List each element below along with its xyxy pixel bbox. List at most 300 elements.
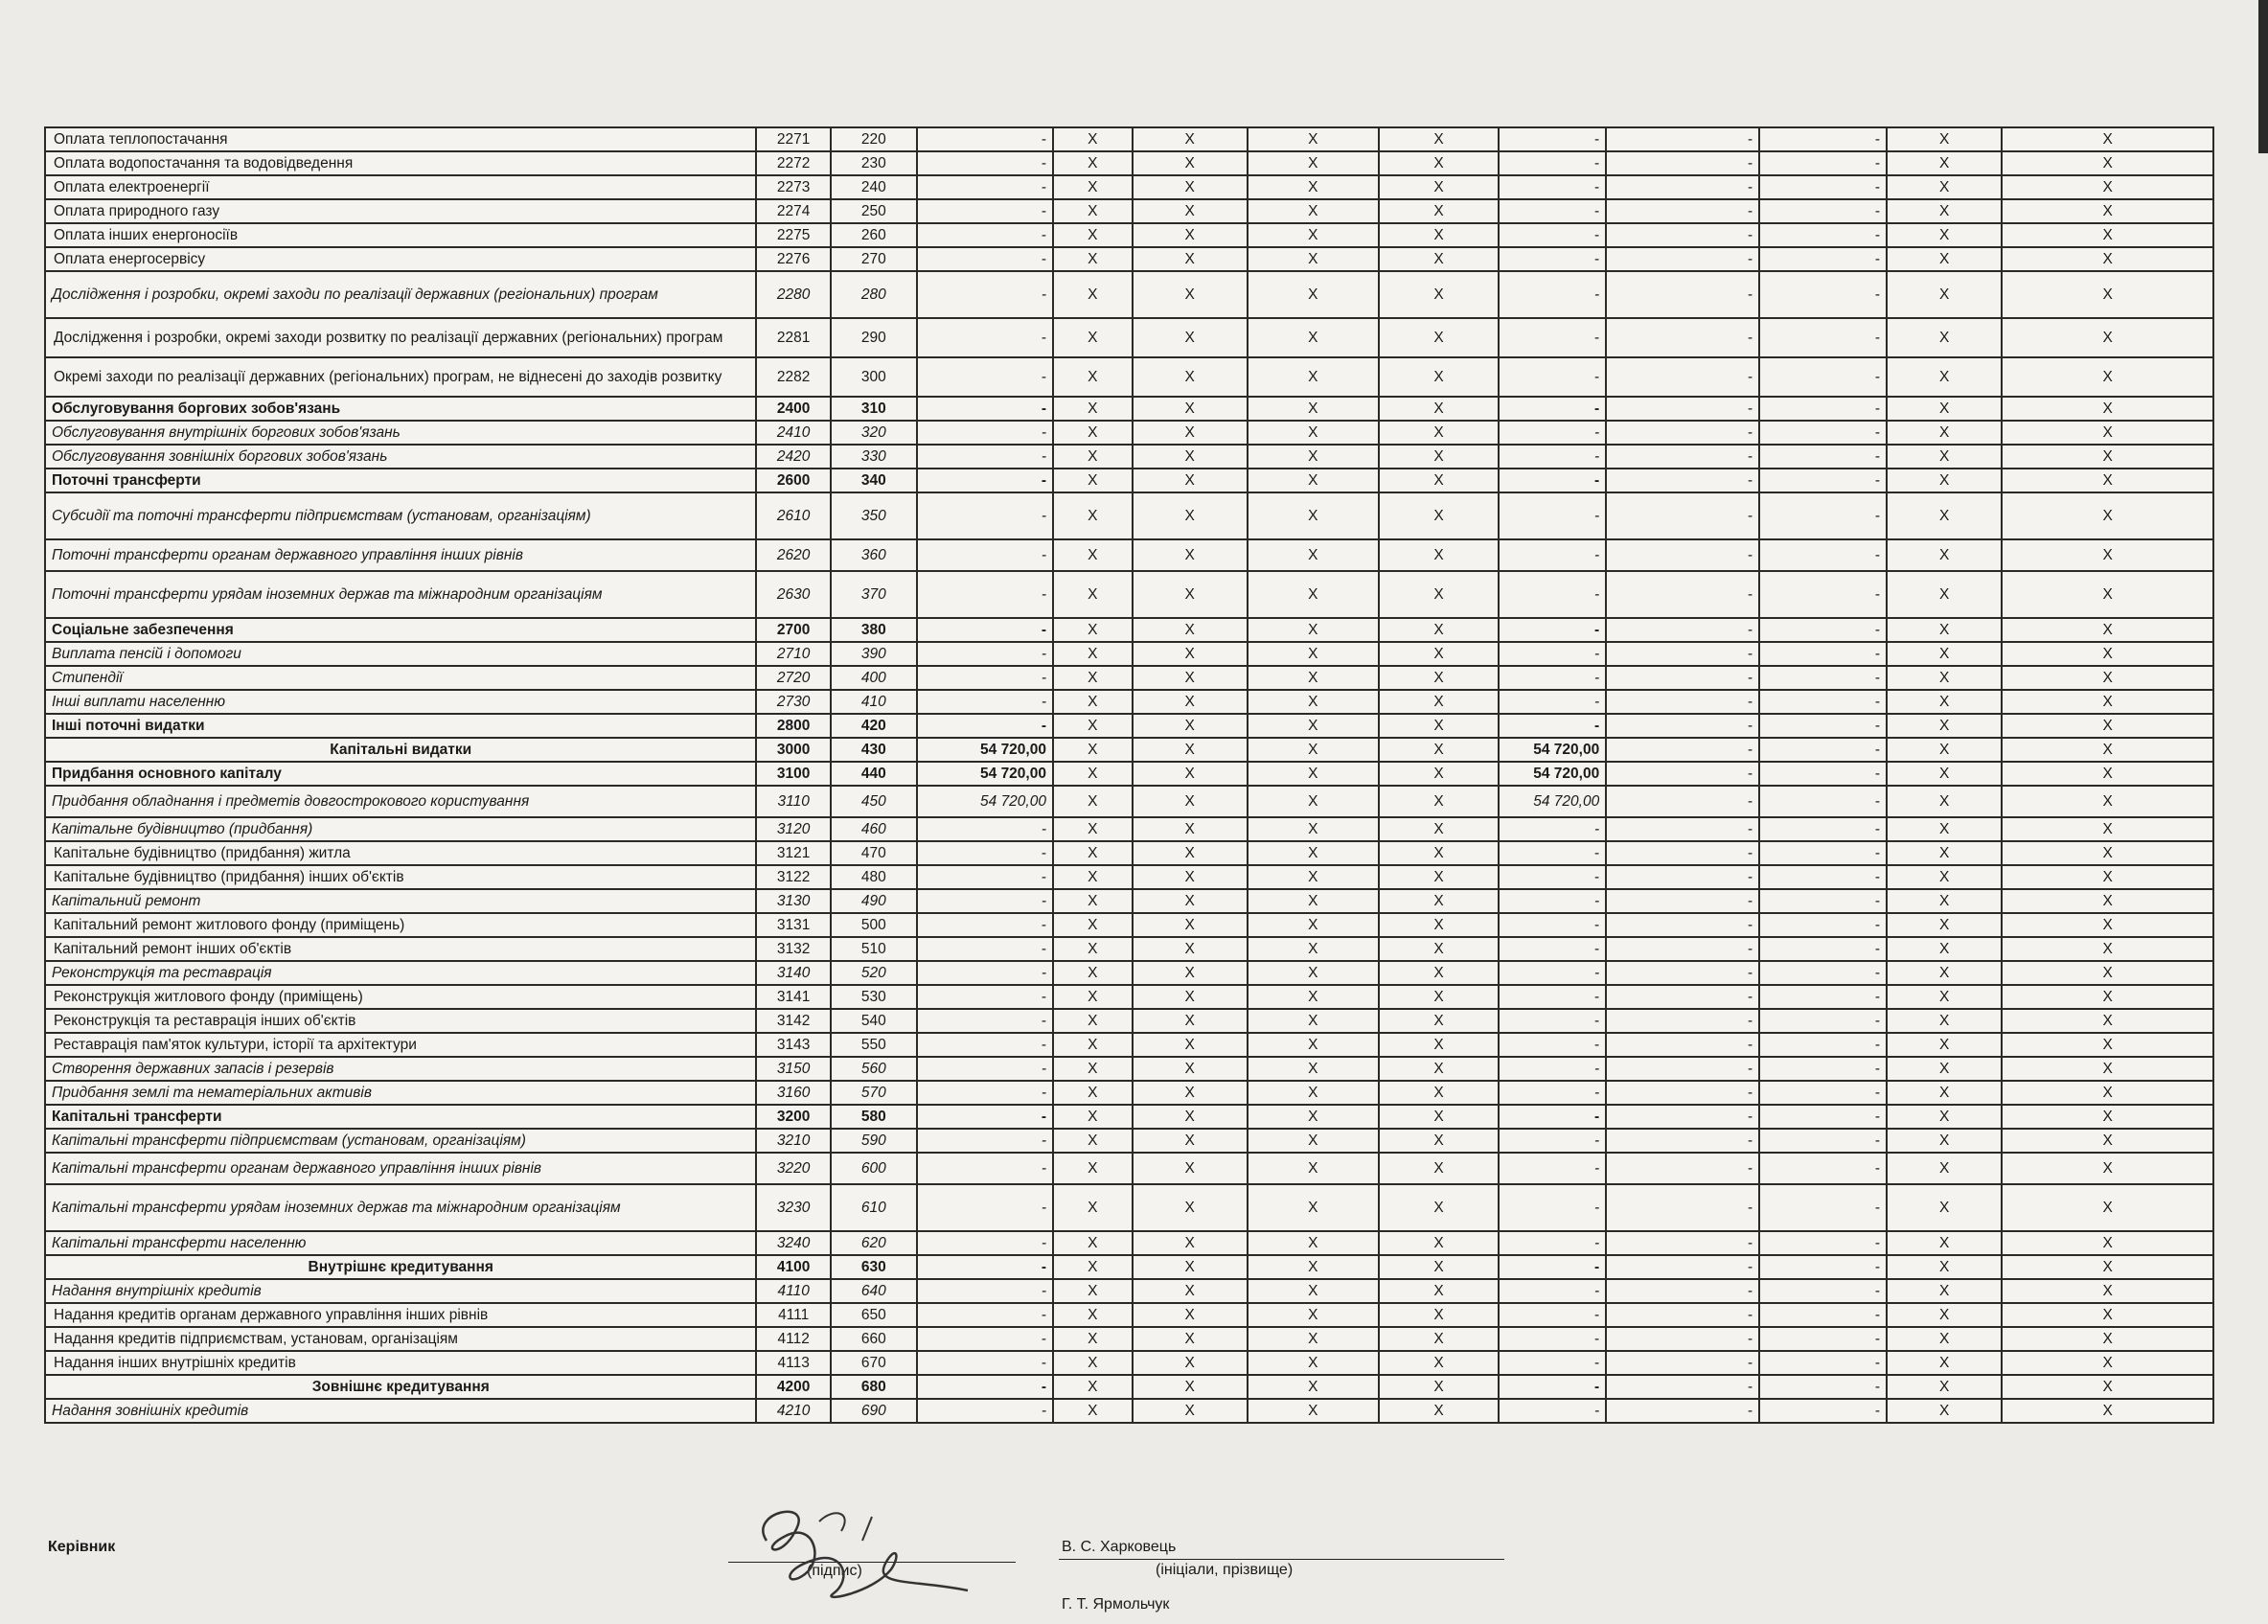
col10-cell: - (1606, 1033, 1759, 1057)
col5-cell: X (1053, 913, 1133, 937)
kekv-code-cell: 2800 (756, 714, 830, 738)
col13-cell: X (2002, 151, 2213, 175)
row-name-cell: Придбання основного капіталу (45, 762, 756, 786)
col9-cell: - (1499, 642, 1606, 666)
table-row (45, 539, 2213, 571)
line-code-cell: 300 (831, 357, 917, 397)
kekv-code-cell: 3121 (756, 841, 830, 865)
col13-cell: X (2002, 1033, 2213, 1057)
col8-cell: X (1379, 271, 1499, 318)
row-name-cell: Капітальне будівництво (придбання) (45, 817, 756, 841)
col8-cell: X (1379, 445, 1499, 469)
col8-cell: X (1379, 714, 1499, 738)
row-name-cell: Інші виплати населенню (45, 690, 756, 714)
col11-cell: - (1759, 223, 1887, 247)
kekv-code-cell: 3240 (756, 1231, 830, 1255)
col5-cell: X (1053, 786, 1133, 817)
col10-cell: - (1606, 865, 1759, 889)
table-row (45, 841, 2213, 865)
col9-cell: - (1499, 357, 1606, 397)
line-code-cell: 640 (831, 1279, 917, 1303)
table-row (45, 666, 2213, 690)
col5-cell: X (1053, 961, 1133, 985)
row-name-cell: Реконструкція та реставрація (45, 961, 756, 985)
col7-cell: X (1248, 151, 1379, 175)
col8-cell: X (1379, 1279, 1499, 1303)
line-code-cell: 620 (831, 1231, 917, 1255)
table-row (45, 1303, 2213, 1327)
col8-cell: X (1379, 1153, 1499, 1184)
kekv-code-cell: 3132 (756, 937, 830, 961)
col7-cell: X (1248, 618, 1379, 642)
col6-cell: X (1133, 618, 1248, 642)
col5-cell: X (1053, 1153, 1133, 1184)
col9-cell: - (1499, 1303, 1606, 1327)
table-row (45, 127, 2213, 151)
col7-cell: X (1248, 1375, 1379, 1399)
row-name-cell: Капітальні трансферти населенню (45, 1231, 756, 1255)
col9-cell: - (1499, 666, 1606, 690)
amount-cell: - (917, 247, 1053, 271)
col6-cell: X (1133, 1184, 1248, 1231)
amount-cell: - (917, 199, 1053, 223)
col6-cell: X (1133, 1327, 1248, 1351)
amount-cell: - (917, 397, 1053, 421)
amount-cell: - (917, 445, 1053, 469)
amount-cell: - (917, 1375, 1053, 1399)
col9-cell: - (1499, 1009, 1606, 1033)
col12-cell: X (1887, 175, 2002, 199)
col13-cell: X (2002, 445, 2213, 469)
col9-cell: - (1499, 1279, 1606, 1303)
kekv-code-cell: 2700 (756, 618, 830, 642)
col9-cell: - (1499, 714, 1606, 738)
col5-cell: X (1053, 571, 1133, 618)
col13-cell: X (2002, 865, 2213, 889)
line-code-cell: 530 (831, 985, 917, 1009)
col10-cell: - (1606, 762, 1759, 786)
col11-cell: - (1759, 738, 1887, 762)
col9-cell: 54 720,00 (1499, 786, 1606, 817)
col11-cell: - (1759, 571, 1887, 618)
col9-cell: - (1499, 1081, 1606, 1105)
col5-cell: X (1053, 642, 1133, 666)
line-code-cell: 450 (831, 786, 917, 817)
col12-cell: X (1887, 1153, 2002, 1184)
col11-cell: - (1759, 1375, 1887, 1399)
col11-cell: - (1759, 1327, 1887, 1351)
kekv-code-cell: 3130 (756, 889, 830, 913)
table-row (45, 421, 2213, 445)
kekv-code-cell: 3200 (756, 1105, 830, 1129)
col5-cell: X (1053, 865, 1133, 889)
col9-cell: 54 720,00 (1499, 762, 1606, 786)
col6-cell: X (1133, 571, 1248, 618)
table-row (45, 1129, 2213, 1153)
amount-cell: - (917, 1153, 1053, 1184)
col7-cell: X (1248, 642, 1379, 666)
row-name-cell: Обслуговування боргових зобов'язань (45, 397, 756, 421)
col13-cell: X (2002, 1375, 2213, 1399)
col6-cell: X (1133, 666, 1248, 690)
table-row (45, 175, 2213, 199)
line-code-cell: 290 (831, 318, 917, 357)
kekv-code-cell: 4113 (756, 1351, 830, 1375)
col12-cell: X (1887, 913, 2002, 937)
col13-cell: X (2002, 1153, 2213, 1184)
row-name-cell: Капітальні трансферти урядам іноземних держав та міжнародним організаціям (45, 1184, 756, 1231)
col11-cell: - (1759, 1303, 1887, 1327)
col10-cell: - (1606, 817, 1759, 841)
col8-cell: X (1379, 841, 1499, 865)
col11-cell: - (1759, 1399, 1887, 1423)
row-name-cell: Надання інших внутрішніх кредитів (45, 1351, 756, 1375)
table-row (45, 151, 2213, 175)
col9-cell: - (1499, 1399, 1606, 1423)
col11-cell: - (1759, 937, 1887, 961)
col5-cell: X (1053, 1399, 1133, 1423)
expenditure-table (44, 126, 2214, 1424)
row-name-cell: Оплата теплопостачання (45, 127, 756, 151)
col7-cell: X (1248, 357, 1379, 397)
row-name-cell: Оплата електроенергії (45, 175, 756, 199)
amount-cell: - (917, 666, 1053, 690)
amount-cell: - (917, 1184, 1053, 1231)
col12-cell: X (1887, 247, 2002, 271)
amount-cell: - (917, 492, 1053, 539)
handwritten-signature (728, 1502, 977, 1608)
kekv-code-cell: 2276 (756, 247, 830, 271)
col12-cell: X (1887, 421, 2002, 445)
col8-cell: X (1379, 1255, 1499, 1279)
col8-cell: X (1379, 865, 1499, 889)
amount-cell: - (917, 151, 1053, 175)
col7-cell: X (1248, 1129, 1379, 1153)
col6-cell: X (1133, 937, 1248, 961)
line-code-cell: 430 (831, 738, 917, 762)
col12-cell: X (1887, 127, 2002, 151)
kekv-code-cell: 2275 (756, 223, 830, 247)
kekv-code-cell: 2281 (756, 318, 830, 357)
col10-cell: - (1606, 1351, 1759, 1375)
col9-cell: - (1499, 318, 1606, 357)
row-name-cell: Соціальне забезпечення (45, 618, 756, 642)
col8-cell: X (1379, 889, 1499, 913)
col7-cell: X (1248, 1303, 1379, 1327)
amount-cell: - (917, 1081, 1053, 1105)
col12-cell: X (1887, 1351, 2002, 1375)
col6-cell: X (1133, 1033, 1248, 1057)
col6-cell: X (1133, 889, 1248, 913)
line-code-cell: 340 (831, 469, 917, 492)
col6-cell: X (1133, 1399, 1248, 1423)
col7-cell: X (1248, 397, 1379, 421)
col13-cell: X (2002, 889, 2213, 913)
col13-cell: X (2002, 318, 2213, 357)
col5-cell: X (1053, 1105, 1133, 1129)
row-name-cell: Обслуговування внутрішніх боргових зобов'язань (45, 421, 756, 445)
col7-cell: X (1248, 1009, 1379, 1033)
col10-cell: - (1606, 397, 1759, 421)
table-row (45, 1105, 2213, 1129)
col11-cell: - (1759, 1081, 1887, 1105)
col13-cell: X (2002, 817, 2213, 841)
col12-cell: X (1887, 1231, 2002, 1255)
col7-cell: X (1248, 1033, 1379, 1057)
col7-cell: X (1248, 913, 1379, 937)
col8-cell: X (1379, 690, 1499, 714)
col8-cell: X (1379, 666, 1499, 690)
amount-cell: - (917, 223, 1053, 247)
col12-cell: X (1887, 1057, 2002, 1081)
line-code-cell: 230 (831, 151, 917, 175)
col13-cell: X (2002, 961, 2213, 985)
col12-cell: X (1887, 690, 2002, 714)
col6-cell: X (1133, 1375, 1248, 1399)
col9-cell: - (1499, 913, 1606, 937)
table-row (45, 889, 2213, 913)
col11-cell: - (1759, 175, 1887, 199)
col13-cell: X (2002, 841, 2213, 865)
col7-cell: X (1248, 318, 1379, 357)
col8-cell: X (1379, 175, 1499, 199)
col13-cell: X (2002, 1351, 2213, 1375)
kekv-code-cell: 3150 (756, 1057, 830, 1081)
kekv-code-cell: 2273 (756, 175, 830, 199)
col10-cell: - (1606, 151, 1759, 175)
col8-cell: X (1379, 421, 1499, 445)
col6-cell: X (1133, 175, 1248, 199)
row-name-cell: Капітальний ремонт житлового фонду (приміщень) (45, 913, 756, 937)
col11-cell: - (1759, 1057, 1887, 1081)
col12-cell: X (1887, 445, 2002, 469)
table-row (45, 1057, 2213, 1081)
table-row (45, 247, 2213, 271)
col7-cell: X (1248, 937, 1379, 961)
kekv-code-cell: 2272 (756, 151, 830, 175)
col8-cell: X (1379, 1351, 1499, 1375)
kekv-code-cell: 4100 (756, 1255, 830, 1279)
col11-cell: - (1759, 666, 1887, 690)
col13-cell: X (2002, 913, 2213, 937)
col9-cell: - (1499, 1255, 1606, 1279)
col12-cell: X (1887, 642, 2002, 666)
col9-cell: - (1499, 1327, 1606, 1351)
line-code-cell: 520 (831, 961, 917, 985)
line-code-cell: 690 (831, 1399, 917, 1423)
col7-cell: X (1248, 247, 1379, 271)
col6-cell: X (1133, 762, 1248, 786)
col9-cell: - (1499, 1375, 1606, 1399)
col13-cell: X (2002, 618, 2213, 642)
col8-cell: X (1379, 571, 1499, 618)
table-row (45, 1009, 2213, 1033)
col9-cell: - (1499, 865, 1606, 889)
kekv-code-cell: 2280 (756, 271, 830, 318)
col12-cell: X (1887, 786, 2002, 817)
col10-cell: - (1606, 1327, 1759, 1351)
col5-cell: X (1053, 666, 1133, 690)
col5-cell: X (1053, 175, 1133, 199)
row-name-cell: Дослідження і розробки, окремі заходи розвитку по реалізації державних (регіональних) програм (45, 318, 756, 357)
col13-cell: X (2002, 492, 2213, 539)
table-row (45, 865, 2213, 889)
row-name-cell: Субсидії та поточні трансферти підприємствам (установам, організаціям) (45, 492, 756, 539)
col9-cell: - (1499, 492, 1606, 539)
col5-cell: X (1053, 1351, 1133, 1375)
line-code-cell: 440 (831, 762, 917, 786)
col8-cell: X (1379, 985, 1499, 1009)
table-row (45, 690, 2213, 714)
kekv-code-cell: 3141 (756, 985, 830, 1009)
col10-cell: - (1606, 492, 1759, 539)
amount-cell: - (917, 1351, 1053, 1375)
signature-caption: (підпис) (807, 1563, 862, 1579)
col13-cell: X (2002, 1327, 2213, 1351)
col7-cell: X (1248, 571, 1379, 618)
col10-cell: - (1606, 175, 1759, 199)
col9-cell: - (1499, 618, 1606, 642)
row-name-cell: Обслуговування зовнішніх боргових зобов'язань (45, 445, 756, 469)
amount-cell: - (917, 175, 1053, 199)
col10-cell: - (1606, 1081, 1759, 1105)
amount-cell: - (917, 1057, 1053, 1081)
kekv-code-cell: 3220 (756, 1153, 830, 1184)
col13-cell: X (2002, 1057, 2213, 1081)
col9-cell: - (1499, 1231, 1606, 1255)
col11-cell: - (1759, 889, 1887, 913)
col10-cell: - (1606, 1184, 1759, 1231)
row-name-cell: Дослідження і розробки, окремі заходи по реалізації державних (регіональних) програм (45, 271, 756, 318)
col7-cell: X (1248, 889, 1379, 913)
kekv-code-cell: 2710 (756, 642, 830, 666)
col13-cell: X (2002, 421, 2213, 445)
col11-cell: - (1759, 1033, 1887, 1057)
row-name-cell: Реконструкція житлового фонду (приміщень) (45, 985, 756, 1009)
table-row (45, 469, 2213, 492)
table-row (45, 1033, 2213, 1057)
col10-cell: - (1606, 1279, 1759, 1303)
table-row (45, 1399, 2213, 1423)
col7-cell: X (1248, 714, 1379, 738)
col8-cell: X (1379, 151, 1499, 175)
col13-cell: X (2002, 1255, 2213, 1279)
col9-cell: - (1499, 985, 1606, 1009)
col6-cell: X (1133, 271, 1248, 318)
line-code-cell: 420 (831, 714, 917, 738)
col12-cell: X (1887, 1033, 2002, 1057)
col11-cell: - (1759, 618, 1887, 642)
col5-cell: X (1053, 889, 1133, 913)
line-code-cell: 260 (831, 223, 917, 247)
row-name-cell: Надання кредитів підприємствам, установам, організаціям (45, 1327, 756, 1351)
table-row (45, 1184, 2213, 1231)
kekv-code-cell: 3131 (756, 913, 830, 937)
col6-cell: X (1133, 127, 1248, 151)
col6-cell: X (1133, 357, 1248, 397)
col6-cell: X (1133, 1351, 1248, 1375)
col13-cell: X (2002, 271, 2213, 318)
kekv-code-cell: 2600 (756, 469, 830, 492)
line-code-cell: 360 (831, 539, 917, 571)
row-name-cell: Інші поточні видатки (45, 714, 756, 738)
col10-cell: - (1606, 127, 1759, 151)
col10-cell: - (1606, 445, 1759, 469)
col9-cell: - (1499, 397, 1606, 421)
amount-cell: - (917, 1327, 1053, 1351)
col10-cell: - (1606, 889, 1759, 913)
col8-cell: X (1379, 1057, 1499, 1081)
col12-cell: X (1887, 571, 2002, 618)
col12-cell: X (1887, 199, 2002, 223)
table-row (45, 199, 2213, 223)
row-name-cell: Зовнішнє кредитування (45, 1375, 756, 1399)
col8-cell: X (1379, 937, 1499, 961)
col7-cell: X (1248, 271, 1379, 318)
table-row (45, 271, 2213, 318)
col5-cell: X (1053, 1231, 1133, 1255)
col13-cell: X (2002, 1081, 2213, 1105)
row-name-cell: Капітальні трансферти (45, 1105, 756, 1129)
row-name-cell: Реставрація пам'яток культури, історії та архітектури (45, 1033, 756, 1057)
line-code-cell: 580 (831, 1105, 917, 1129)
col11-cell: - (1759, 961, 1887, 985)
table-row (45, 618, 2213, 642)
col10-cell: - (1606, 318, 1759, 357)
col6-cell: X (1133, 714, 1248, 738)
row-name-cell: Капітальні трансферти органам державного управління інших рівнів (45, 1153, 756, 1184)
col6-cell: X (1133, 151, 1248, 175)
col12-cell: X (1887, 1129, 2002, 1153)
col9-cell: - (1499, 199, 1606, 223)
line-code-cell: 330 (831, 445, 917, 469)
col6-cell: X (1133, 786, 1248, 817)
col12-cell: X (1887, 889, 2002, 913)
col12-cell: X (1887, 151, 2002, 175)
col8-cell: X (1379, 1033, 1499, 1057)
row-name-cell: Надання зовнішніх кредитів (45, 1399, 756, 1423)
row-name-cell: Оплата інших енергоносіїв (45, 223, 756, 247)
col10-cell: - (1606, 571, 1759, 618)
col7-cell: X (1248, 786, 1379, 817)
line-code-cell: 400 (831, 666, 917, 690)
col13-cell: X (2002, 247, 2213, 271)
col5-cell: X (1053, 937, 1133, 961)
amount-cell: - (917, 889, 1053, 913)
amount-cell: 54 720,00 (917, 762, 1053, 786)
col11-cell: - (1759, 151, 1887, 175)
col6-cell: X (1133, 690, 1248, 714)
col7-cell: X (1248, 1105, 1379, 1129)
col7-cell: X (1248, 738, 1379, 762)
line-code-cell: 670 (831, 1351, 917, 1375)
line-code-cell: 500 (831, 913, 917, 937)
col12-cell: X (1887, 1255, 2002, 1279)
line-code-cell: 240 (831, 175, 917, 199)
col5-cell: X (1053, 817, 1133, 841)
head-label: Керівник (48, 1539, 116, 1555)
col9-cell: - (1499, 151, 1606, 175)
col9-cell: - (1499, 1105, 1606, 1129)
table-row (45, 817, 2213, 841)
amount-cell: - (917, 421, 1053, 445)
line-code-cell: 480 (831, 865, 917, 889)
col10-cell: - (1606, 1255, 1759, 1279)
amount-cell: - (917, 1279, 1053, 1303)
kekv-code-cell: 3100 (756, 762, 830, 786)
col13-cell: X (2002, 357, 2213, 397)
col9-cell: - (1499, 1184, 1606, 1231)
